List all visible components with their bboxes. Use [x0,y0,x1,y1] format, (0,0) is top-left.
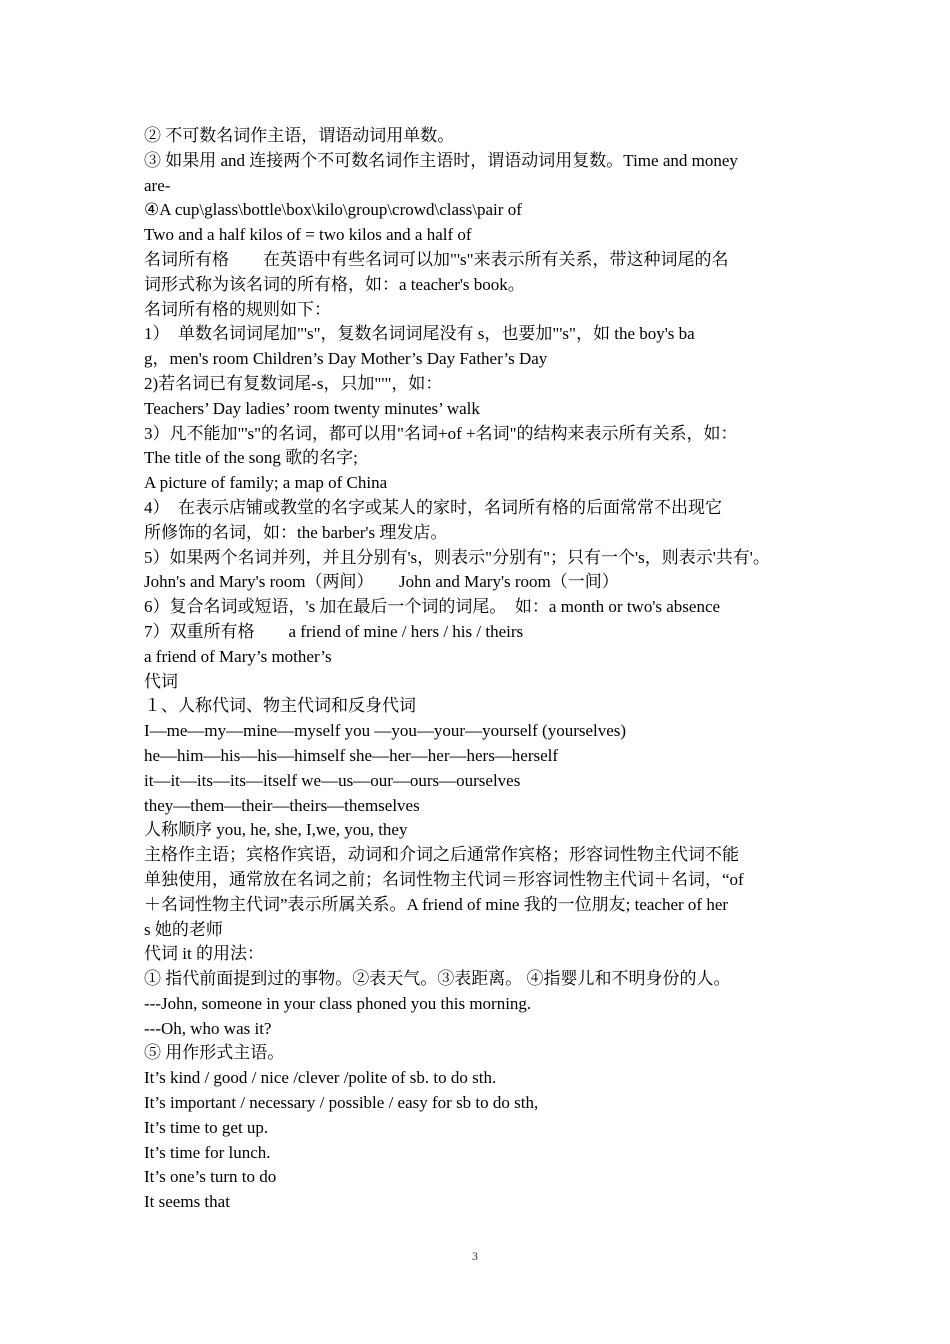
text-line: I—me—my—mine—myself you —you—your—yourself (yourselves) [144,721,627,741]
text-line: 1） 单数名词词尾加"'s"，复数名词词尾没有 s，也要加"'s"，如 the boy's ba [144,324,695,344]
text-line: ---John, someone in your class phoned you this morning. [144,993,532,1013]
text-line: ① 指代前面提到过的事物。②表天气。③表距离。 ④指婴儿和不明身份的人。 [144,969,731,989]
text-line: John's and Mary's room（两间） John and Mary's room（一间） [144,572,619,592]
text-line: 2)若名词已有复数词尾-s，只加"'"，如： [144,373,443,393]
text-line: s 她的老师 [144,919,223,939]
text-line: are- [144,175,171,195]
text-line: Two and a half kilos of = two kilos and a half of [144,225,472,245]
text-line: Teachers’ Day ladies’ room twenty minutes’ walk [144,398,480,418]
text-line: The title of the song 歌的名字; [144,448,358,468]
text-line: 人称顺序 you, he, she, I,we, you, they [144,820,408,840]
page-body [144,124,824,1215]
text-line: 4） 在表示店铺或教堂的名字或某人的家时，名词所有格的后面常常不出现它 [144,497,722,517]
text-line: It’s one’s turn to do [144,1167,277,1187]
text-line: they—them—their—theirs—themselves [144,795,420,815]
text-line: 6）复合名词或短语，'s 加在最后一个词的词尾。 如：a month or two's absence [144,597,721,617]
text-line: 词形式称为该名词的所有格，如：a teacher's book。 [144,274,525,294]
text-line: 5）如果两个名词并列，并且分别有's，则表示"分别有"；只有一个's，则表示'共有'。 [144,547,770,567]
text-line: g，men's room Children’s Day Mother’s Day Father’s Day [144,349,548,369]
text-line: It seems that [144,1192,230,1212]
text-line: 名词所有格的规则如下： [144,299,331,319]
text-line: It’s time to get up. [144,1117,269,1137]
text-line: １、人称代词、物主代词和反身代词 [144,696,416,716]
text-line: ③ 如果用 and 连接两个不可数名词作主语时，谓语动词用复数。Time and money [144,150,738,170]
text-line: 7）双重所有格 a friend of mine / hers / his / theirs [144,621,524,641]
text-line: a friend of Mary’s mother’s [144,646,332,666]
text-line: It’s important / necessary / possible / easy for sb to do sth, [144,1093,539,1113]
text-line: he—him—his—his—himself she—her—her—hers—herself [144,745,559,765]
text-line: ④A cup\glass\bottle\box\kilo\group\crowd\class\pair of [144,200,522,220]
text-line: ② 不可数名词作主语，谓语动词用单数。 [144,126,455,145]
text-line: It’s time for lunch. [144,1142,271,1162]
text-line: ⑤ 用作形式主语。 [144,1043,285,1063]
text-line: 名词所有格 在英语中有些名词可以加"'s"来表示所有关系，带这种词尾的名 [144,249,729,269]
text-line: ＋名词性物主代词”表示所属关系。A friend of mine 我的一位朋友; teacher of her [144,894,729,914]
text-line: 代词 it 的用法： [144,944,264,964]
text-line: A picture of family; a map of China [144,473,388,493]
text-line: 3）凡不能加"'s"的名词，都可以用"名词+of +名词"的结构来表示所有关系，如： [144,423,738,443]
text-line: it—it—its—its—itself we—us—our—ours—ourselves [144,770,521,790]
section-heading: 代词 [144,671,178,691]
text-line: 单独使用，通常放在名词之前；名词性物主代词＝形容词性物主代词＋名词，“of [144,869,744,889]
text-line: 所修饰的名词，如：the barber's 理发店。 [144,522,448,542]
text-line: It’s kind / good / nice /clever /polite of sb. to do sth. [144,1068,497,1088]
text-line: 主格作主语；宾格作宾语，动词和介词之后通常作宾格；形容词性物主代词不能 [144,845,739,865]
page-number: 3 [472,1249,478,1263]
text-line: ---Oh, who was it? [144,1018,272,1038]
